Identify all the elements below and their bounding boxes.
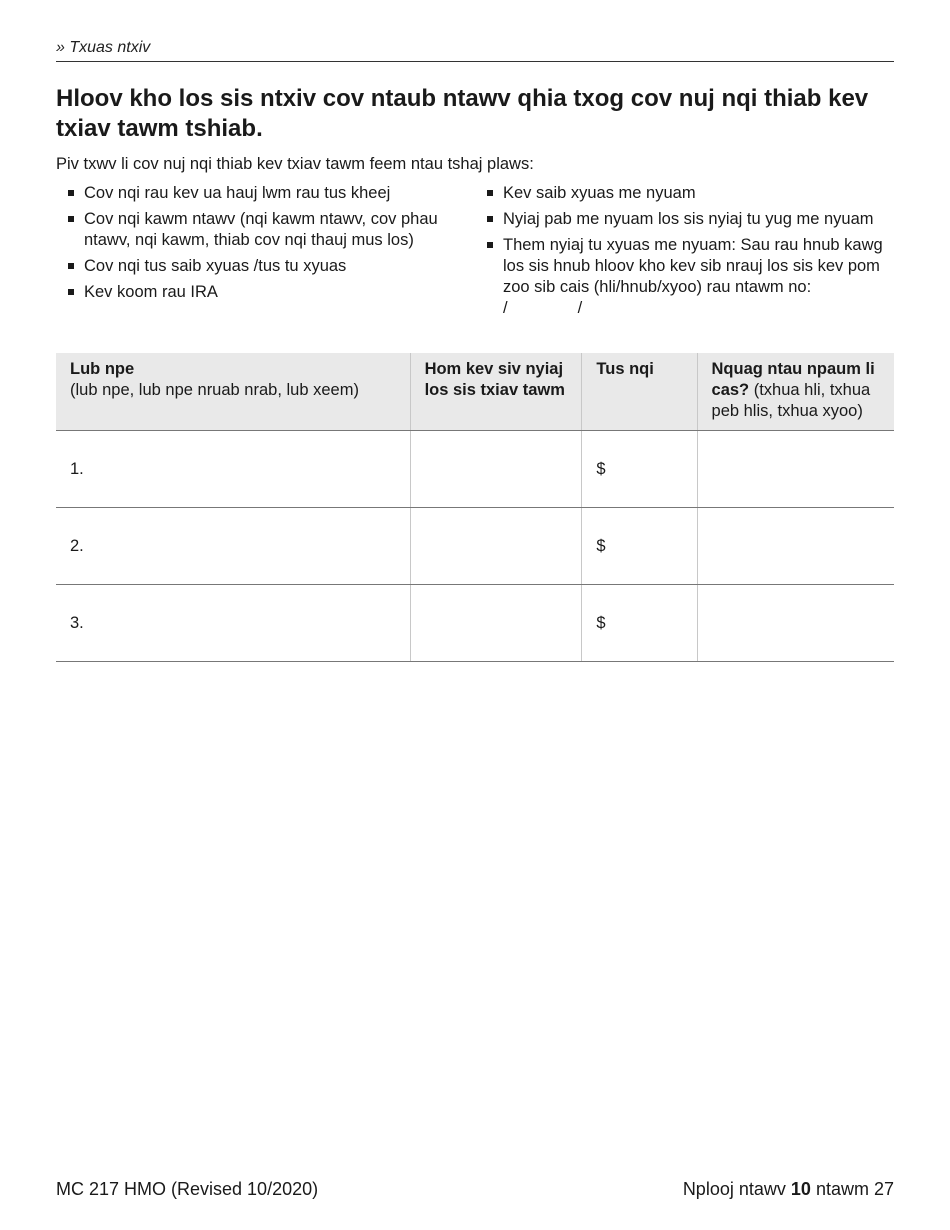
intro-text: Piv txwv li cov nuj nqi thiab kev txiav tawm feem ntau tshaj plaws: xyxy=(56,155,534,173)
bullet-square-icon xyxy=(487,242,493,248)
name-cell[interactable]: 1. xyxy=(56,431,410,508)
form-id: MC 217 HMO (Revised 10/2020) xyxy=(56,1179,319,1199)
frequency-cell[interactable] xyxy=(697,508,894,585)
bullet-square-icon xyxy=(487,216,493,222)
table-header-row xyxy=(56,353,894,431)
header-amount: Tus nqi xyxy=(582,353,697,431)
list-item: Cov nqi rau kev ua hauj lwm rau tus kheej xyxy=(68,183,448,204)
expense-type-cell[interactable] xyxy=(410,508,582,585)
frequency-cell[interactable] xyxy=(697,585,894,662)
list-item: Kev saib xyuas me nyuam xyxy=(487,183,887,204)
breadcrumb: » Txuas ntxiv xyxy=(56,39,894,62)
bullet-list-right xyxy=(487,183,887,324)
table-row xyxy=(56,508,894,585)
table-row xyxy=(56,585,894,662)
list-item-date: Them nyiaj tu xyuas me nyuam: Sau rau hnub kawg los sis hnub hloov kho kev sib nrauj los sis kev pom zoo sib cais (hli/hnub/xyoo) rau ntawm no: / / xyxy=(487,235,887,319)
expenses-table xyxy=(56,353,894,662)
name-cell[interactable]: 3. xyxy=(56,585,410,662)
header-expense-type: Hom kev siv nyiaj los sis txiav tawm xyxy=(410,353,582,431)
expense-type-cell[interactable] xyxy=(410,585,582,662)
table-row xyxy=(56,431,894,508)
list-item: Cov nqi tus saib xyuas /tus tu xyuas xyxy=(68,256,448,277)
bullet-square-icon xyxy=(68,216,74,222)
list-item: Cov nqi kawm ntawv (nqi kawm ntawv, cov phau ntawv, nqi kawm, thiab cov nqi thauj mus los) xyxy=(68,209,448,251)
document-page xyxy=(56,0,894,1230)
bullet-square-icon xyxy=(68,289,74,295)
bullet-square-icon xyxy=(68,263,74,269)
header-name: Lub npe (lub npe, lub npe nruab nrab, lub xeem) xyxy=(56,353,410,431)
list-item: Kev koom rau IRA xyxy=(68,282,448,303)
amount-cell[interactable]: $ xyxy=(582,431,697,508)
bullet-square-icon xyxy=(68,190,74,196)
bullet-square-icon xyxy=(487,190,493,196)
frequency-cell[interactable] xyxy=(697,431,894,508)
amount-cell[interactable]: $ xyxy=(582,508,697,585)
expense-type-cell[interactable] xyxy=(410,431,582,508)
page-number: Nplooj ntawv 10 ntawm 27 xyxy=(682,1179,894,1199)
list-item: Nyiaj pab me nyuam los sis nyiaj tu yug me nyuam xyxy=(487,209,887,230)
amount-cell[interactable]: $ xyxy=(582,585,697,662)
section-title: Hloov kho los sis ntxiv cov ntaub ntawv qhia txog cov nuj nqi thiab kev txiav tawm tshiab. xyxy=(56,85,869,142)
bullet-list-left xyxy=(68,183,448,308)
header-frequency: Nquag ntau npaum li cas? (txhua hli, txhua peb hlis, txhua xyoo) xyxy=(697,353,894,431)
name-cell[interactable]: 2. xyxy=(56,508,410,585)
